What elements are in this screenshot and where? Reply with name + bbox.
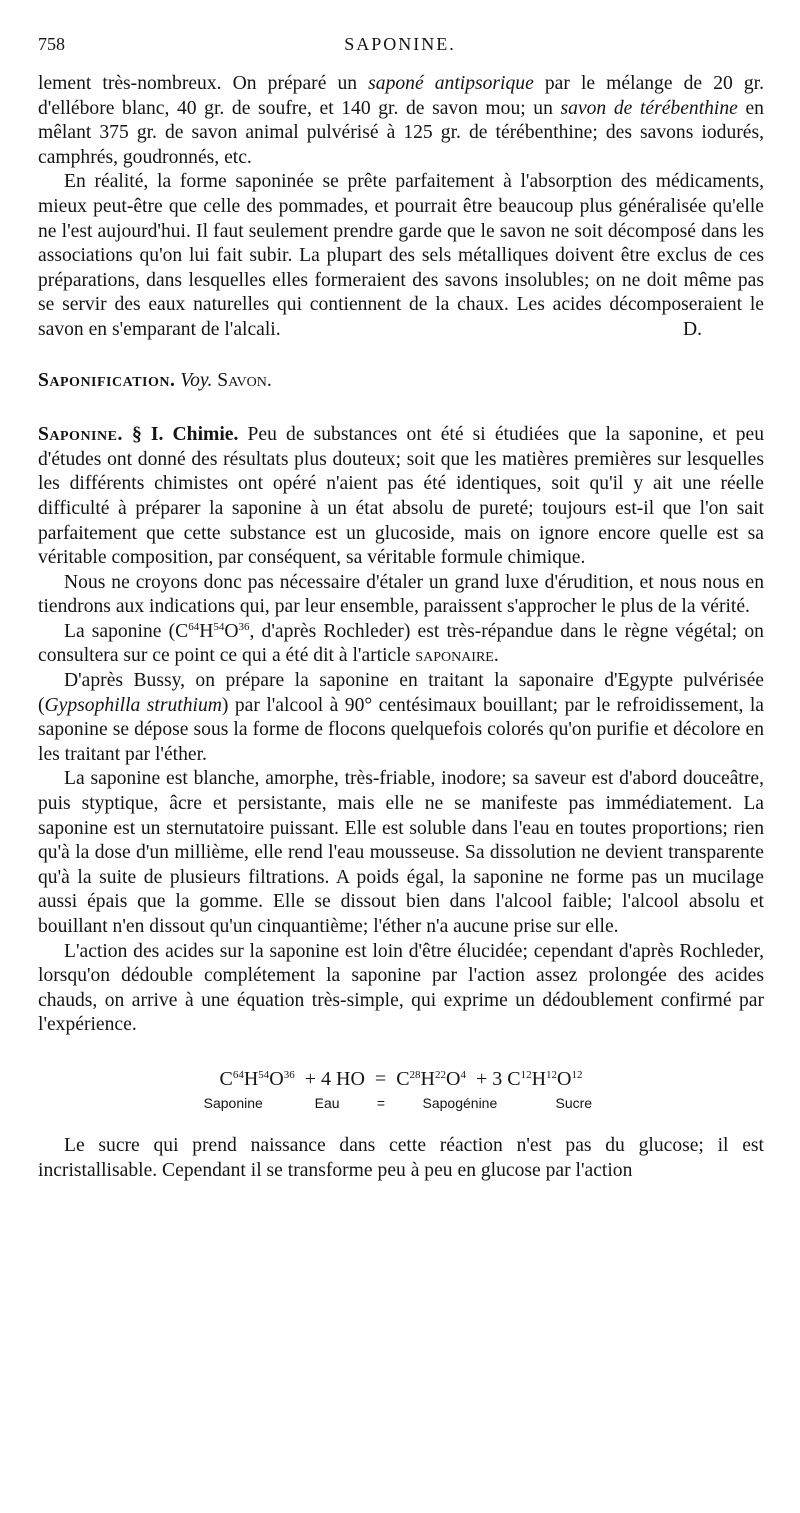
page-number: 758 (38, 34, 65, 54)
running-title: SAPONINE. (344, 34, 456, 54)
body-text (38, 72, 764, 1183)
paragraph-formule: La saponine ($C^{64}H^{54}O^{36}$, d'après Rochleder) est très-répandue dans le règne végétal; on consultera sur ce point ce qui a été dit à l'article saponaire. (38, 620, 764, 667)
paragraph-erudition: Nous ne croyons donc pas nécessaire d'étaler un grand luxe d'érudition, et nous nous en tiendrons aux indications qui, par leur ensemble, paraissent s'approcher le plus de la vérité. (38, 571, 764, 618)
label-equals: = (376, 1094, 386, 1111)
paragraph-sucre: Le sucre qui prend naissance dans cette réaction n'est pas du glucose; il est incristallisable. Cependant il se transforme peu à peu en glucose par l'action (38, 1134, 764, 1181)
label-eau: Eau (314, 1094, 340, 1111)
headword-saponine: Saponine. (38, 424, 123, 446)
equation-labels (38, 1094, 764, 1112)
voy-label: Voy. (180, 369, 213, 391)
entry-saponification (38, 369, 764, 394)
paragraph-savons: lement très-nombreux. On préparé un saponé antipsorique par le mélange de 20 gr. d'ellébore blanc, 40 gr. de soufre, et 140 gr. de savon mou; un savon de térébenthine en mêlant 375 gr. de savon animal pulvérisé à 125 gr. de térébenthine; des savons iodurés, camphrés, goudronnés, etc. (38, 73, 765, 168)
running-head (38, 34, 762, 60)
chemical-equation (38, 1066, 764, 1112)
entry-saponine: Saponine. § I. Chimie. Peu de substances ont été si étudiées que la saponine, et peu d'études ont donné des résultats plus douteux; soit que les matières premières sur lesquelles les différents chimistes ont opéré n'aient pas été identiques, soit qu'il y ait une réelle difficulté à préparer la saponine à un état absolu de pureté; toujours est-il que l'on sait parfaitement que cette substance est un glucoside, mais on ignore encore quelle est sa véritable composition, par conséquent, sa véritable formule chimique. (38, 424, 765, 569)
paragraph-proprietes: La saponine est blanche, amorphe, très-friable, inodore; sa saveur est d'abord douceâtre, puis styptique, âcre et persistante, mais elle ne se manifeste pas immédiatement. La saponine est un sternutatoire puissant. Elle est soluble dans l'eau en toutes proportions; rien qu'à la dose d'un millième, elle rend l'eau mousseuse. Sa dissolution ne devient transparente qu'à la suite de plusieurs filtrations. A poids égal, la saponine ne forme pas un mucilage aussi épais que la gomme. Elle se dissout bien dans l'alcool faible; l'alcool absolu et bouillant n'en dissout qu'un cinquantième; l'éther n'a aucune prise sur elle. (38, 768, 764, 937)
cross-reference-saponaire: saponaire (415, 645, 494, 667)
label-sapogenine: Sapogénine (422, 1094, 498, 1111)
cross-reference-savon: Savon. (217, 369, 272, 391)
headword-saponification: Saponification. (38, 369, 176, 391)
paragraph-forme-saponinee: En réalité, la forme saponinée se prête parfaitement à l'absorption des médicaments, mieux peut-être que celle des pommades, et pourrait être beaucoup plus généralisée qu'elle ne l'est aujourd'hui. Il faut seulement prendre garde que le savon ne soit décomposé dans les associations qu'on lui fait subir. La plupart des sels métalliques doivent être exclus de ces préparations, dans lesquelles elles formeraient des savons insolubles; on ne doit même pas se servir des eaux naturelles qui contiennent de la chaux. Les acides décomposeraient le savon en s'emparant de l'alcali. D. (38, 170, 764, 342)
equation-formula: $C^{64}H^{54}O^{36} + 4$ HO = $C^{28}H^{22}O^4 + 3$ $C^{12}H^{12}O^{12}$ (219, 1067, 583, 1090)
label-sucre: Sucre (555, 1094, 593, 1111)
paragraph-bussy: D'après Bussy, on prépare la saponine en traitant la saponaire d'Egypte pulvérisée (Gypsophilla struthium) par l'alcool à 90° centésimaux bouillant; par le refroidissement, la saponine se dépose sous la forme de flocons quelquefois colorés qu'on purifie et décolore en les traitant par l'éther. (38, 670, 764, 765)
paragraph-action-acides: L'action des acides sur la saponine est loin d'être élucidée; cependant d'après Rochleder, lorsqu'on dédouble complétement la saponine par l'action assez prolongée des acides chauds, on arrive à une équation très-simple, qui exprime un dédoublement confirmé par l'expérience. (38, 940, 764, 1036)
section-chimie: § I. Chimie. (131, 424, 239, 446)
author-signature: D. (682, 318, 702, 340)
label-saponine: Saponine (203, 1094, 263, 1111)
